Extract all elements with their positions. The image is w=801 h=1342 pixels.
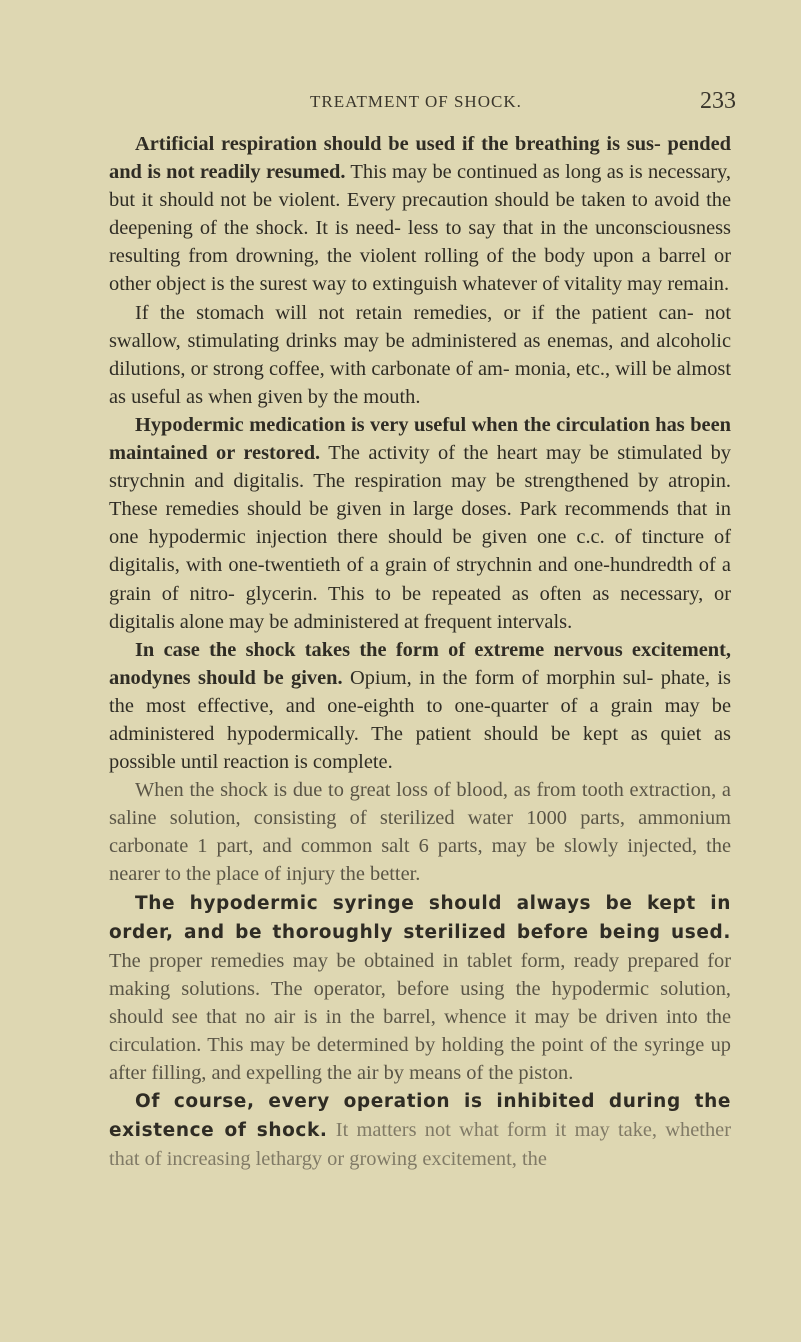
paragraph-text: It matters not what form it may take, whether that of increasing lethargy or growing excitement, the — [109, 1119, 731, 1171]
paragraph-loss-of-blood — [109, 776, 731, 888]
paragraph-lead: Hypodermic medication is very useful when the circulation has been maintained or restored. — [109, 413, 731, 465]
paragraph-text: When the shock is due to great loss of blood, as from tooth extraction, a saline solution, consisting of sterilized water 1000 parts, ammonium carbonate 1 part, and common salt 6 parts, may be slowly injected, the nearer to the place of injury the better. — [109, 779, 731, 886]
paragraph-lead: Artificial respiration should be used if the breathing is sus- pended and is not readily resumed. — [109, 133, 731, 184]
body-text — [109, 130, 731, 1173]
running-title: TREATMENT OF SHOCK. — [310, 92, 522, 111]
paragraph-text: If the stomach will not retain remedies, or if the patient can- not swallow, stimulating drinks may be administered as enemas, and alcoholic dilutions, or strong coffee, with carbonate of am- monia, etc., will be almost as useful as when given by the mouth. — [109, 301, 731, 408]
paragraph-text: The proper remedies may be obtained in tablet form, ready prepared for making solutions. The operator, before using the hypodermic solution, should see that no air is in the barrel, whence it may be driven into the circulation. This may be determined by holding the point of the syringe up after filling, and expelling the air by means of the piston. — [109, 949, 731, 1085]
paragraph-hypodermic-medication — [109, 411, 731, 636]
paragraph-text: The activity of the heart may be stimulated by strychnin and digitalis. The respiration may be strengthened by atropin. These remedies should be given in large doses. Park recommends that in one hypodermic injection there should be given one c.c. of tincture of digitalis, with one-twentieth of a grain of strychnin and one-hundredth of a grain of nitro- glycerin. This to be repeated as often as necessary, or digitalis alone may be administered at frequent intervals. — [109, 442, 732, 633]
paragraph-syringe — [109, 889, 731, 1088]
paragraph-lead: Of course, every operation is inhibited during the existence of shock. — [109, 1091, 731, 1142]
paragraph-text: Opium, in the form of morphin sul- phate, is the most effective, and one-eighth to one-quarter of a grain may be administered hypodermically. The patient should be kept as quiet as possible until reaction is complete. — [109, 666, 731, 774]
paragraph-artificial-respiration — [109, 130, 731, 299]
paragraph-lead: The hypodermic syringe should always be kept in order, and be thoroughly sterilized before being used. — [109, 892, 731, 943]
paragraph-stomach — [109, 299, 731, 411]
page-number: 233 — [700, 88, 736, 114]
paragraph-text: This may be continued as long as is necessary, but it should not be violent. Every precaution should be taken to avoid the deepening of the shock. It is need- less to say that in the unconsciousness resulting from drowning, the violent rolling of the body upon a barrel or other object is the surest way to extinguish whatever of vitality may remain. — [109, 161, 732, 296]
paragraph-operation-inhibited — [109, 1087, 731, 1173]
paragraph-lead: In case the shock takes the form of extreme nervous excitement, anodynes should be given. — [109, 638, 731, 689]
paragraph-nervous-excitement — [109, 636, 731, 776]
